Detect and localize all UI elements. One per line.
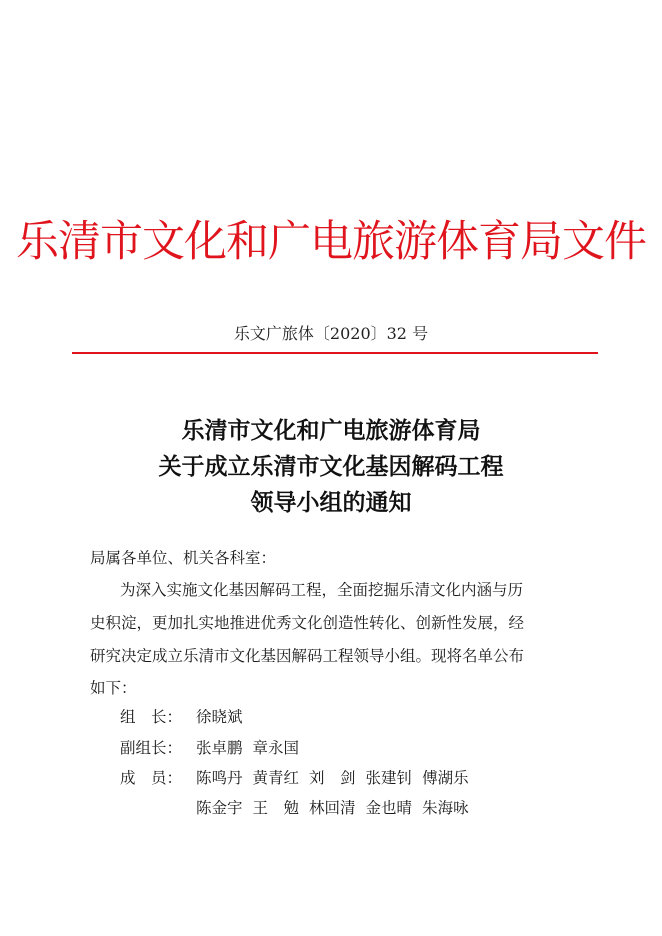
- red-divider-line: [72, 352, 598, 354]
- person-name: 张卓鹏: [196, 739, 243, 757]
- paragraph-line-2: 史积淀，更加扎实地推进优秀文化创造性转化、创新性发展，经: [90, 614, 525, 632]
- roster-member-row-2: [120, 795, 479, 821]
- title-line-3: 领导小组的通知: [250, 489, 412, 516]
- deputy-names: [196, 739, 309, 757]
- roster-deputy-row: [120, 735, 309, 761]
- person-name: 金也晴: [365, 799, 413, 817]
- leader-label: 组 长：: [120, 708, 183, 726]
- addressee: 局属各单位、机关各科室：: [90, 549, 277, 567]
- member-names: [196, 769, 479, 787]
- person-name: 张建钊: [365, 769, 413, 787]
- deputy-label: 副组长：: [120, 739, 183, 757]
- person-name: 朱海咏: [422, 799, 469, 817]
- person-name: 陈鸣丹: [196, 769, 243, 787]
- title-line-2: 关于成立乐清市文化基因解码工程: [158, 453, 504, 480]
- member-label: 成 员：: [120, 769, 183, 787]
- person-name: 王 勉: [252, 799, 300, 817]
- person-name: 黄青红: [252, 769, 300, 787]
- person-name: 徐晓斌: [196, 708, 243, 726]
- person-name: 陈金宇: [196, 799, 243, 817]
- roster-leader-row: [120, 704, 253, 730]
- person-name: 傅湖乐: [422, 769, 469, 787]
- person-name: 刘 剑: [309, 769, 356, 787]
- member-names: [196, 799, 479, 817]
- person-name: 章永国: [252, 739, 300, 757]
- leader-names: [196, 708, 253, 726]
- document-number: 乐文广旅体〔2020〕32 号: [233, 324, 429, 343]
- paragraph-line-3: 研究决定成立乐清市文化基因解码工程领导小组。现将名单公布: [90, 647, 525, 665]
- notice-title: [0, 413, 662, 521]
- person-name: 林回清: [309, 799, 356, 817]
- paragraph-line-4: 如下：: [90, 679, 137, 697]
- issuer-masthead: 乐清市文化和广电旅游体育局文件: [16, 217, 646, 267]
- roster-member-row-1: [120, 765, 479, 791]
- title-line-1: 乐清市文化和广电旅游体育局: [181, 417, 481, 444]
- paragraph-line-1: 为深入实施文化基因解码工程，全面挖掘乐清文化内涵与历: [120, 581, 524, 599]
